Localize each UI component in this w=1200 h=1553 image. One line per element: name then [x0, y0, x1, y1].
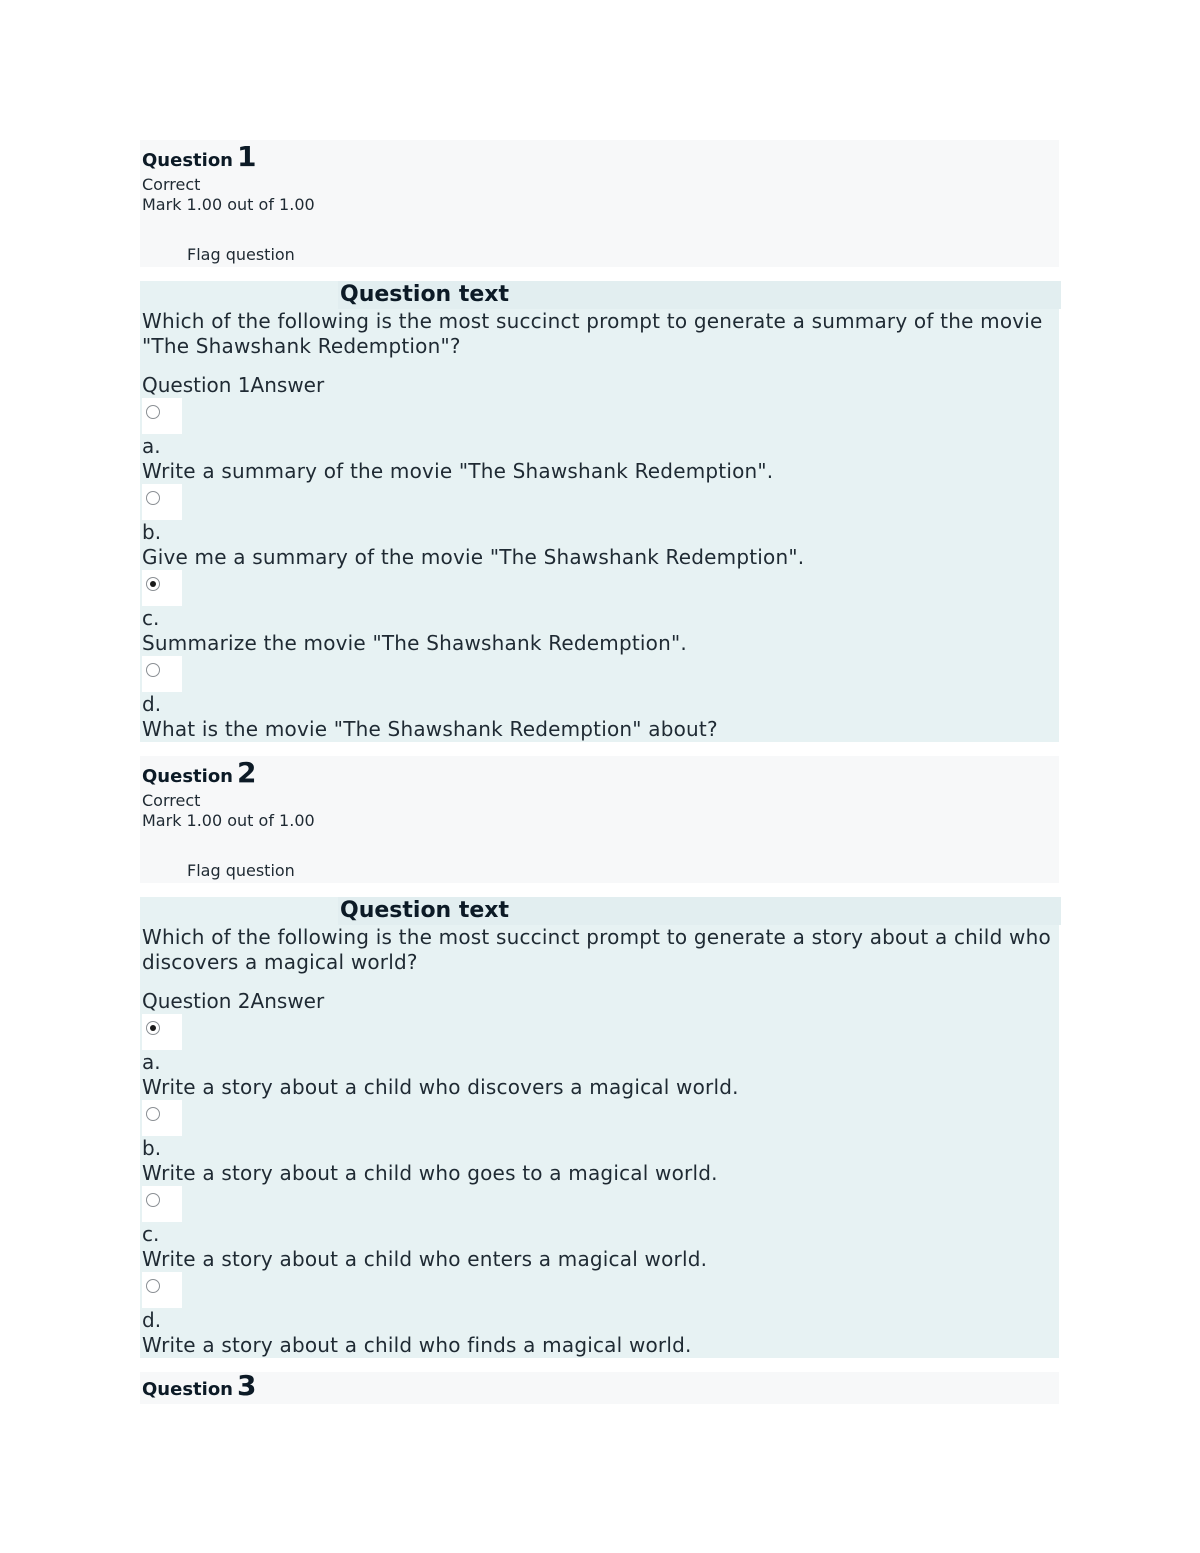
answer-label: Question 2Answer: [142, 989, 325, 1013]
radio-icon: [146, 663, 160, 677]
radio-button[interactable]: [142, 1272, 182, 1308]
question-heading: [142, 756, 1057, 791]
option-letter: b.: [142, 520, 162, 544]
answer-option-b[interactable]: [142, 1100, 1057, 1186]
radio-icon: [146, 1279, 160, 1293]
option-letter: a.: [142, 434, 161, 458]
option-text: Write a story about a child who finds a magical world.: [142, 1333, 692, 1357]
option-text: Give me a summary of the movie "The Shawshank Redemption".: [142, 545, 805, 569]
radio-button[interactable]: [142, 1186, 182, 1222]
option-text: What is the movie "The Shawshank Redemption" about?: [142, 717, 718, 741]
quiz-review-page: [140, 140, 1060, 1404]
radio-icon: [146, 491, 160, 505]
question-number: 3: [237, 1369, 257, 1402]
answer-option-c[interactable]: [142, 570, 1057, 656]
radio-button[interactable]: [142, 484, 182, 520]
question-label: Question: [142, 766, 233, 787]
radio-button[interactable]: [142, 1100, 182, 1136]
option-text: Write a story about a child who enters a magical world.: [142, 1247, 708, 1271]
question-number: 1: [237, 140, 257, 173]
question-info: [140, 140, 1059, 267]
answer-label: Question 1Answer: [142, 373, 325, 397]
radio-button[interactable]: [142, 398, 182, 434]
option-letter: a.: [142, 1050, 161, 1074]
question-state: Correct: [142, 175, 201, 194]
option-letter: d.: [142, 1308, 162, 1332]
flag-question-link[interactable]: Flag question: [187, 861, 295, 880]
radio-icon: [146, 1107, 160, 1121]
option-letter: b.: [142, 1136, 162, 1160]
question-number: 2: [237, 756, 257, 789]
radio-checked-icon: [146, 1021, 160, 1035]
radio-icon: [146, 1193, 160, 1207]
answer-option-b[interactable]: [142, 484, 1057, 570]
answer-option-d[interactable]: [142, 656, 1057, 742]
answer-option-a[interactable]: [142, 398, 1057, 484]
question-grade: Mark 1.00 out of 1.00: [142, 195, 315, 214]
radio-button[interactable]: [142, 1014, 182, 1050]
radio-icon: [146, 405, 160, 419]
option-text: Write a story about a child who discovers a magical world.: [142, 1075, 739, 1099]
question-heading: [142, 140, 1057, 175]
question-text-heading: Question text: [340, 898, 510, 923]
question-content: [140, 897, 1059, 1358]
question-label: Question: [142, 150, 233, 171]
radio-button[interactable]: [142, 570, 182, 606]
flag-question-link[interactable]: Flag question: [187, 245, 295, 264]
question-info: [140, 1369, 1059, 1404]
question-label: Question: [142, 1379, 233, 1400]
answer-option-c[interactable]: [142, 1186, 1057, 1272]
question-text: Which of the following is the most succinct prompt to generate a story about a child who discovers a magical world?: [142, 925, 1051, 974]
question-grade: Mark 1.00 out of 1.00: [142, 811, 315, 830]
question-content: [140, 281, 1059, 742]
question-heading: [142, 1369, 1057, 1404]
option-text: Write a summary of the movie "The Shawshank Redemption".: [142, 459, 774, 483]
option-letter: c.: [142, 606, 160, 630]
question-info: [140, 756, 1059, 883]
answer-option-d[interactable]: [142, 1272, 1057, 1358]
option-text: Summarize the movie "The Shawshank Redemption".: [142, 631, 687, 655]
radio-checked-icon: [146, 577, 160, 591]
question-text-heading: Question text: [340, 282, 510, 307]
answer-option-a[interactable]: [142, 1014, 1057, 1100]
question-state: Correct: [142, 791, 201, 810]
option-letter: c.: [142, 1222, 160, 1246]
option-text: Write a story about a child who goes to a magical world.: [142, 1161, 718, 1185]
question-text: Which of the following is the most succinct prompt to generate a summary of the movie "The Shawshank Redemption"?: [142, 309, 1043, 358]
radio-button[interactable]: [142, 656, 182, 692]
option-letter: d.: [142, 692, 162, 716]
